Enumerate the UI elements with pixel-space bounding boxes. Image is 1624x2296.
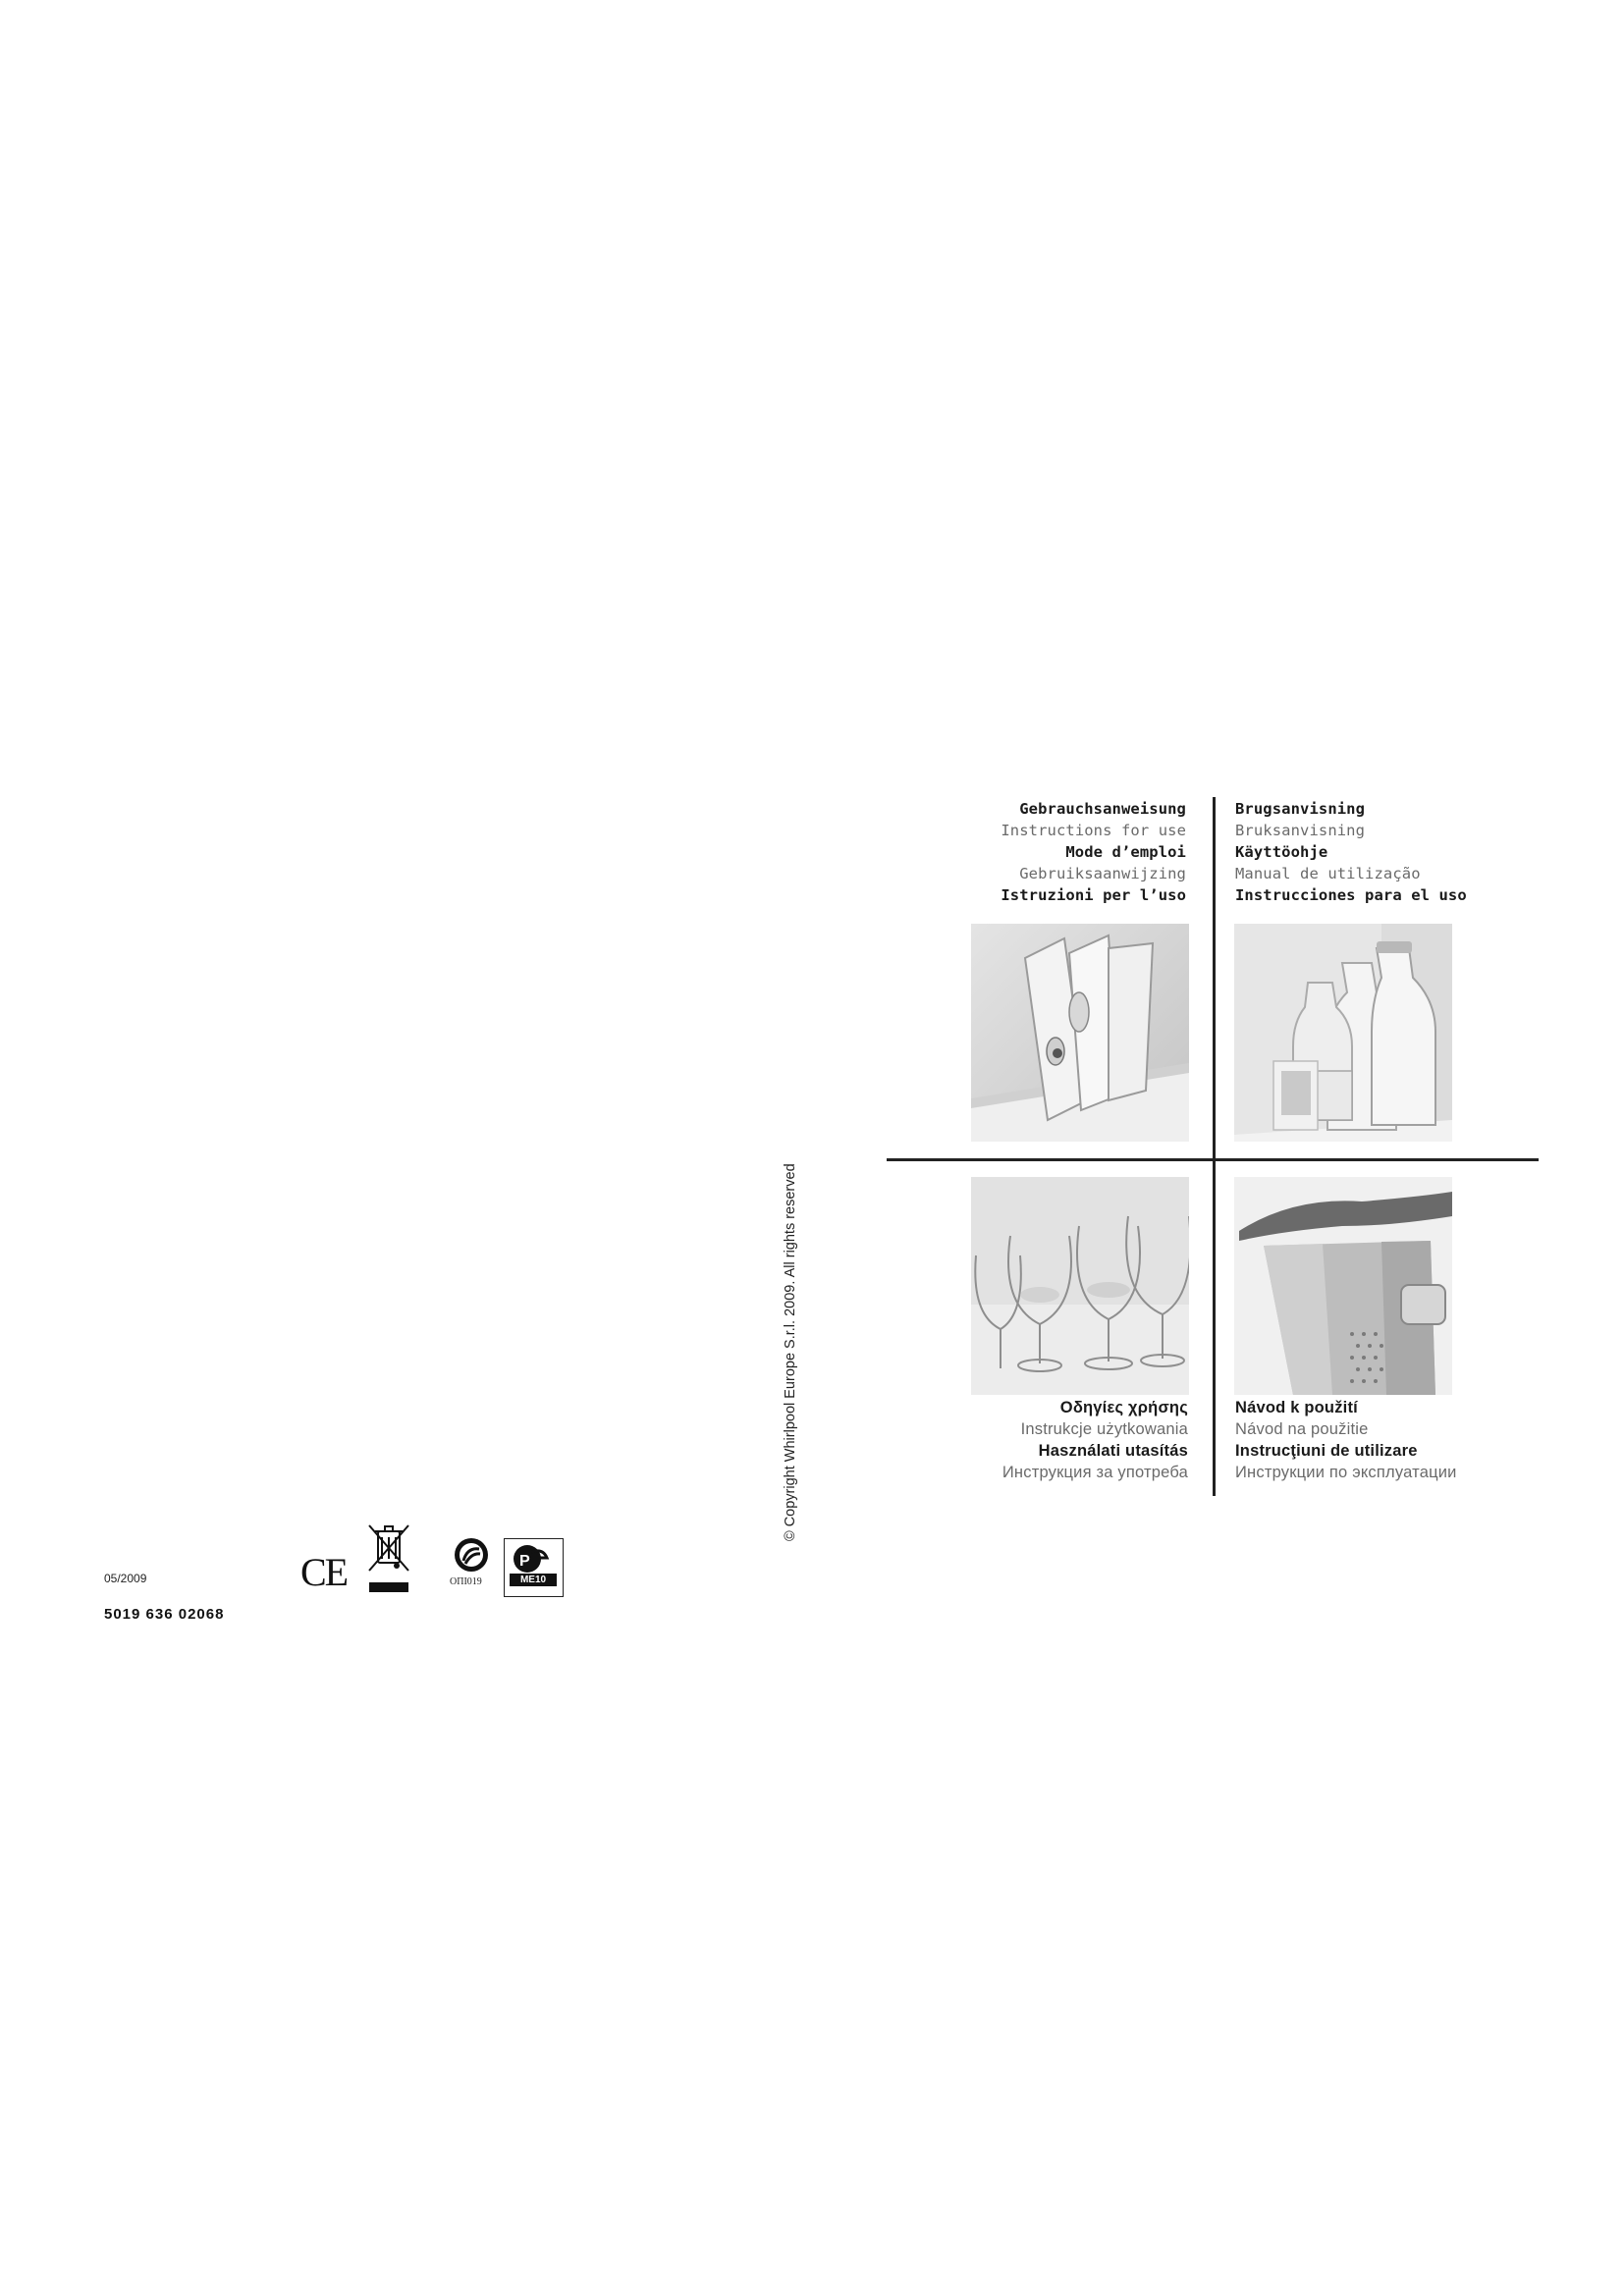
gost-certification-icon bbox=[454, 1537, 489, 1573]
weee-bin-icon bbox=[367, 1523, 410, 1594]
title-no: Bruksanvisning bbox=[1235, 822, 1366, 839]
title-it: Istruzioni per l’uso bbox=[1001, 886, 1186, 904]
titles-top-right bbox=[1235, 798, 1467, 906]
copyright-text: © Copyright Whirlpool Europe S.r.l. 2009. All rights reserved bbox=[783, 1163, 798, 1541]
title-sk: Návod na použitie bbox=[1235, 1420, 1369, 1438]
title-ru: Инструкции по эксплуатации bbox=[1235, 1464, 1457, 1481]
titles-bottom-right bbox=[1235, 1397, 1457, 1483]
titles-top-left bbox=[982, 798, 1186, 906]
cutlery-basket-photo bbox=[1234, 1177, 1452, 1395]
title-el: Οδηγίες χρήσης bbox=[1059, 1399, 1188, 1416]
svg-text:P: P bbox=[519, 1553, 530, 1570]
gost-code-label: ОПI019 bbox=[450, 1576, 482, 1587]
titles-bottom-left bbox=[943, 1397, 1188, 1483]
title-cs: Návod k použití bbox=[1235, 1399, 1358, 1416]
horizontal-divider bbox=[887, 1158, 1539, 1161]
title-nl: Gebruiksaanwijzing bbox=[1019, 865, 1186, 882]
title-hu: Használati utasítás bbox=[1038, 1442, 1188, 1460]
title-fi: Käyttöohje bbox=[1235, 843, 1328, 861]
title-pt: Manual de utilização bbox=[1235, 865, 1421, 882]
wine-glasses-photo bbox=[971, 1177, 1189, 1395]
title-de: Gebrauchsanweisung bbox=[1019, 800, 1186, 818]
title-en: Instructions for use bbox=[1001, 822, 1186, 839]
ce-mark: CE bbox=[300, 1550, 348, 1594]
title-fr: Mode d’emploi bbox=[1065, 843, 1186, 861]
title-ro: Instrucţiuni de utilizare bbox=[1235, 1442, 1418, 1460]
title-bg: Инструкция за употреба bbox=[1001, 1464, 1188, 1481]
milk-bottles-photo bbox=[1234, 924, 1452, 1142]
vertical-divider bbox=[1213, 797, 1216, 1496]
product-code: 5019 636 02068 bbox=[104, 1606, 225, 1623]
print-date: 05/2009 bbox=[104, 1572, 147, 1585]
title-pl: Instrukcje użytkowania bbox=[1020, 1420, 1188, 1438]
rst-mark-icon bbox=[504, 1538, 564, 1597]
clothespegs-photo bbox=[971, 924, 1189, 1142]
title-es: Instrucciones para el uso bbox=[1235, 886, 1467, 904]
rst-code-label: ME10 bbox=[510, 1574, 557, 1586]
title-da: Brugsanvisning bbox=[1235, 800, 1366, 818]
